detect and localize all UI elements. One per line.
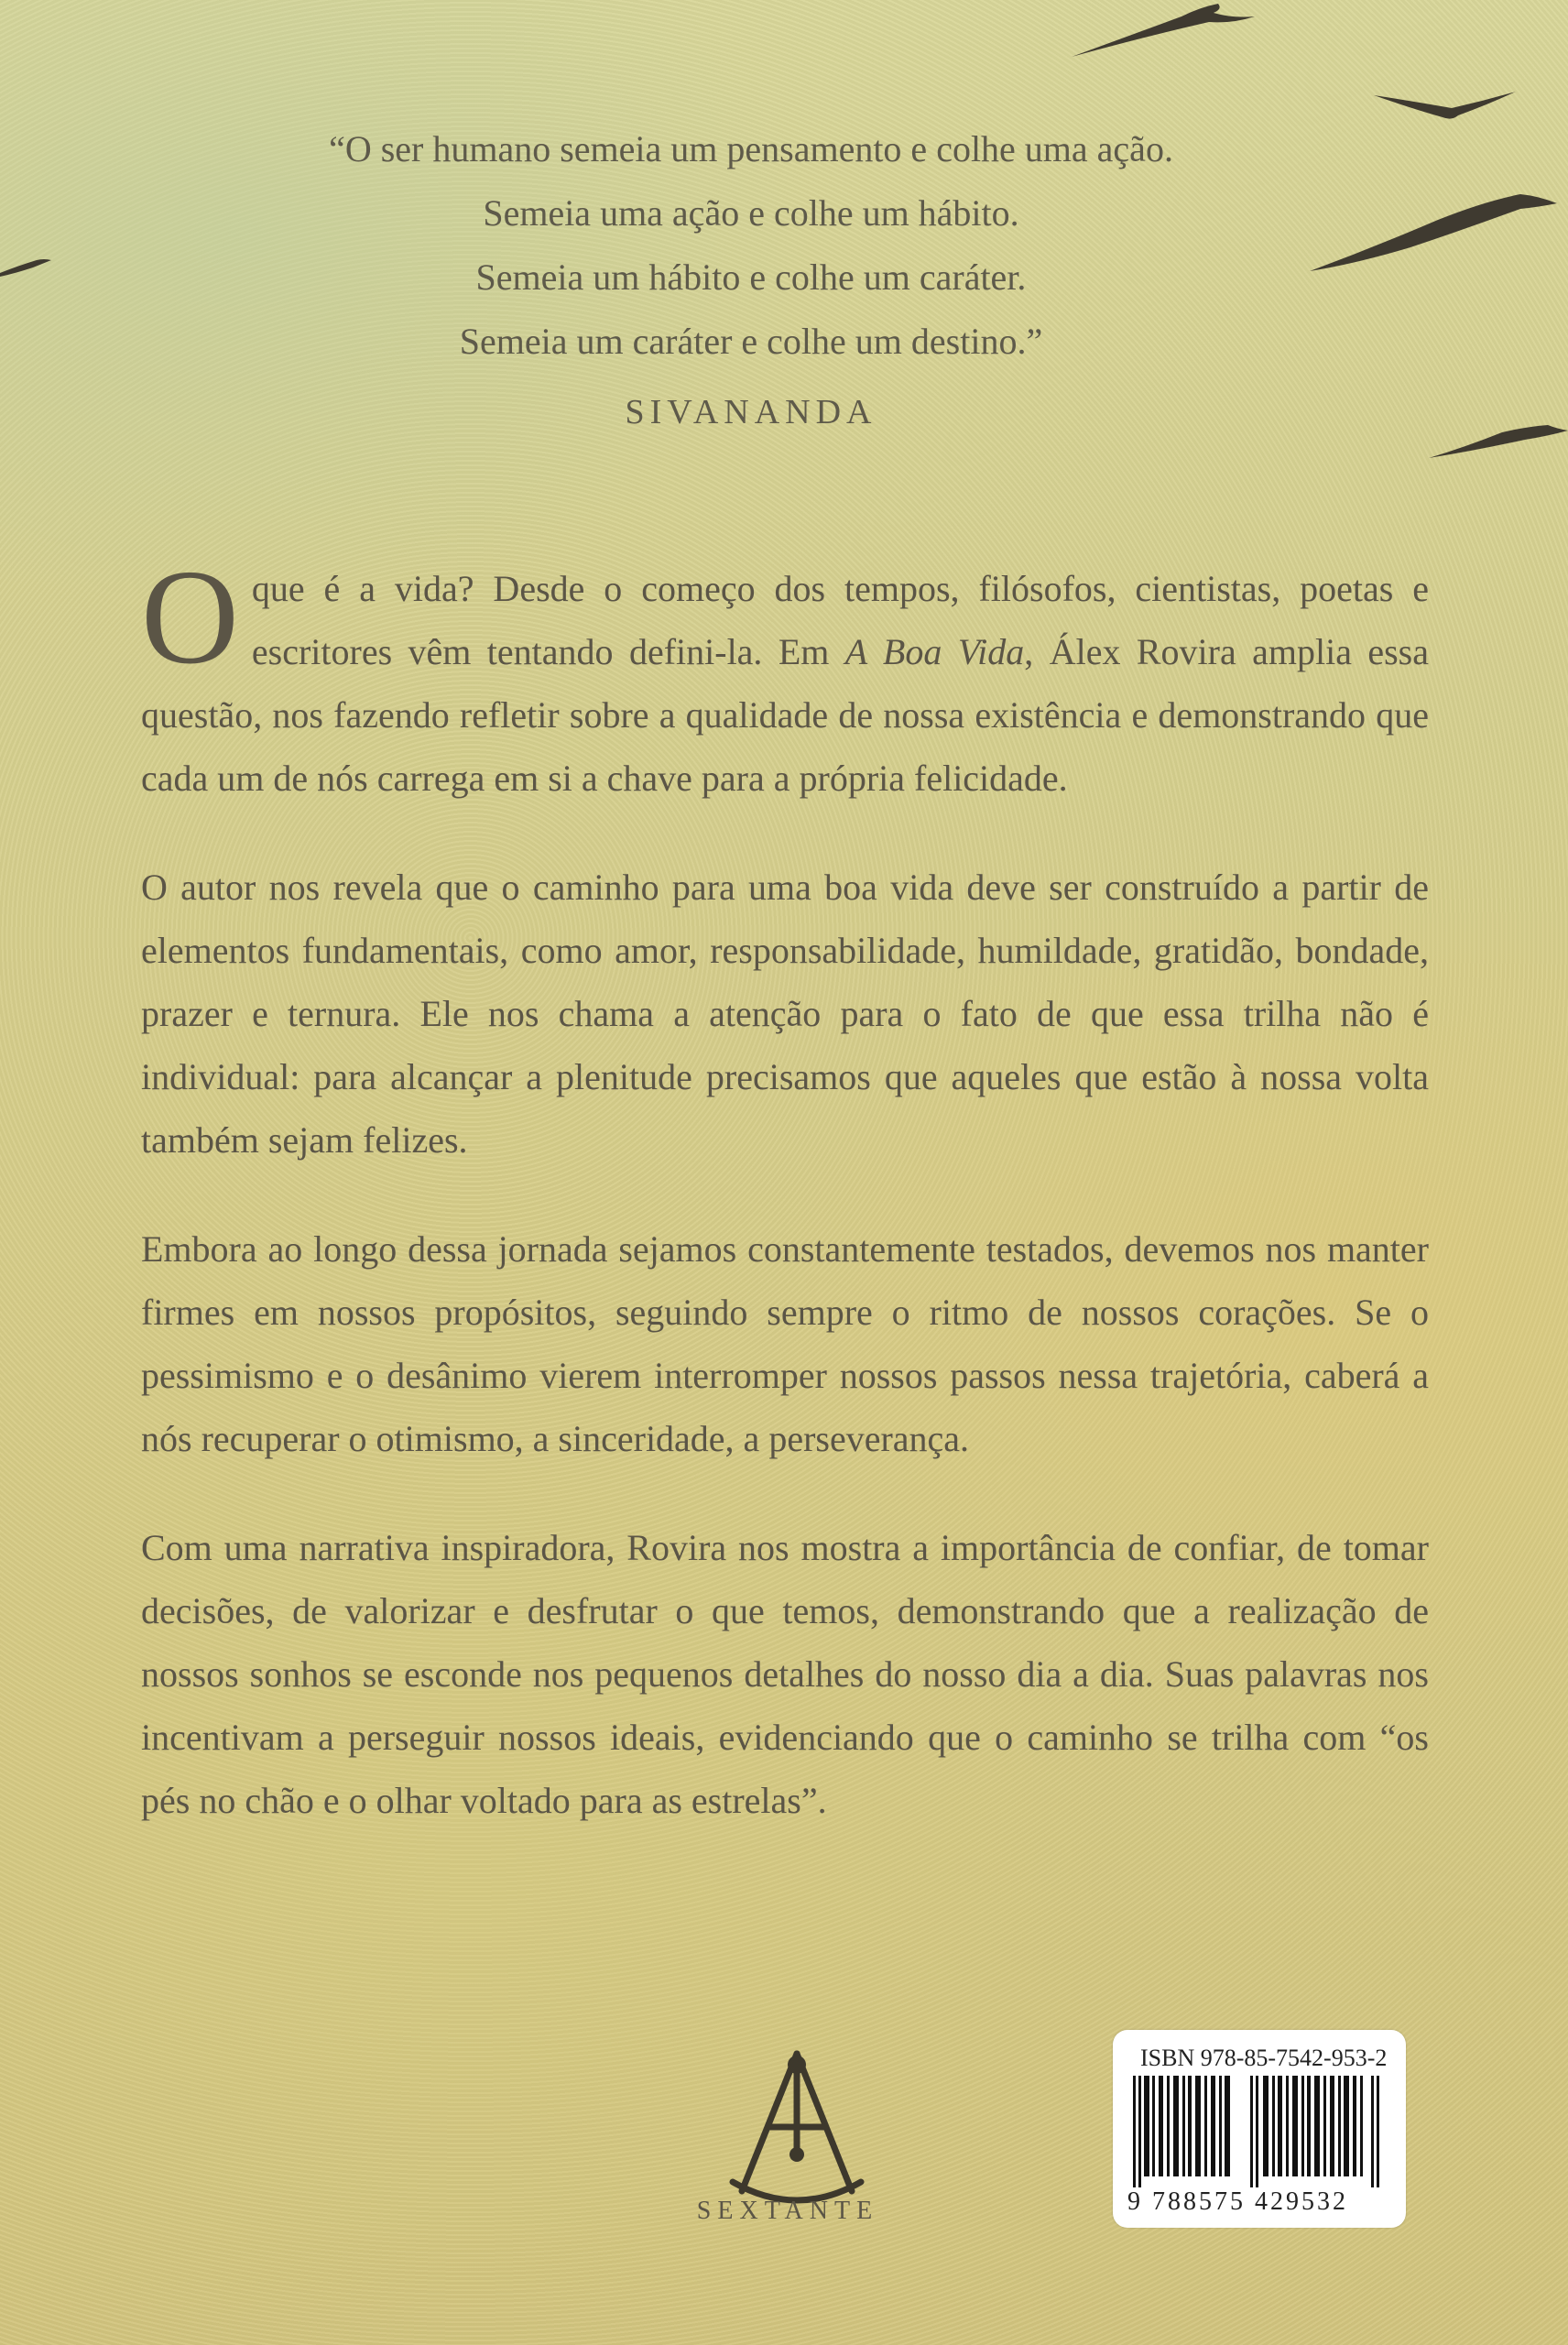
epigraph-line: “O ser humano semeia um pensamento e colhe uma ação. [329, 128, 1173, 169]
bird-icon [0, 259, 51, 277]
bird-icon [1374, 92, 1516, 119]
bird-icon [1310, 194, 1557, 271]
paragraph-3: Embora ao longo dessa jornada sejamos constantemente testados, devemos nos manter firmes em nossos propósitos, seguindo sempre o ritmo de nossos corações. Se o pessimismo e o desânimo vierem interromper nossos passos nessa trajetória, caberá a nós recuperar o otimismo, a sinceridade, a perseverança. [141, 1228, 1429, 1459]
barcode-bars [1133, 2076, 1380, 2187]
back-cover-text [141, 542, 1429, 1878]
paragraph-4: Com uma narrativa inspiradora, Rovira nos mostra a importância de confiar, de tomar decisões, de valorizar e desfrutar o que temos, demonstrando que a realização de nossos sonhos se esconde nos pequenos detalhes do nosso dia a dia. Suas palavras nos incentivam a perseguir nossos ideais, evidenciando que o caminho se trilha com “os pés no chão e o olhar voltado para as estrelas”. [141, 1527, 1429, 1821]
publisher-name: SEXTANTE [696, 2197, 879, 2225]
drop-cap: O [141, 542, 239, 693]
bird-icon [1429, 425, 1568, 458]
epigraph-line: Semeia uma ação e colhe um hábito. [483, 192, 1019, 234]
ean-digits: 9 788575 429532 [1127, 2187, 1348, 2216]
epigraph-author: SIVANANDA [625, 393, 877, 431]
paragraph-1 [141, 542, 1429, 810]
paragraph-2: O autor nos revela que o caminho para uma boa vida deve ser construído a partir de elementos fundamentais, como amor, responsabilidade, humildade, gratidão, bondade, prazer e ternura. Ele nos chama a atenção para o fato de que essa trilha não é individual: para alcançar a plenitude precisamos que aqueles que estão à nossa volta também sejam felizes. [141, 867, 1429, 1161]
paragraph-1-text-b: , Álex Rovira amplia essa questão, nos fazendo refletir sobre a qualidade de nossa existência e demonstrando que cada um de nós carrega em si a chave para a própria felicidade. [141, 631, 1429, 799]
bird-icon [1072, 4, 1255, 57]
isbn-label: ISBN 978-85-7542-953-2 [1140, 2045, 1388, 2071]
barcode [1113, 2030, 1406, 2228]
epigraph-line: Semeia um hábito e colhe um caráter. [475, 256, 1027, 298]
paragraph-1-text-a: que é a vida? Desde o começo dos tempos, filósofos, cientistas, poetas e escritores vêm tentando defini-la. Em [251, 568, 1429, 672]
epigraph [211, 117, 1291, 374]
book-title: A Boa Vida [844, 631, 1025, 672]
epigraph-line: Semeia um caráter e colhe um destino.” [459, 321, 1043, 362]
